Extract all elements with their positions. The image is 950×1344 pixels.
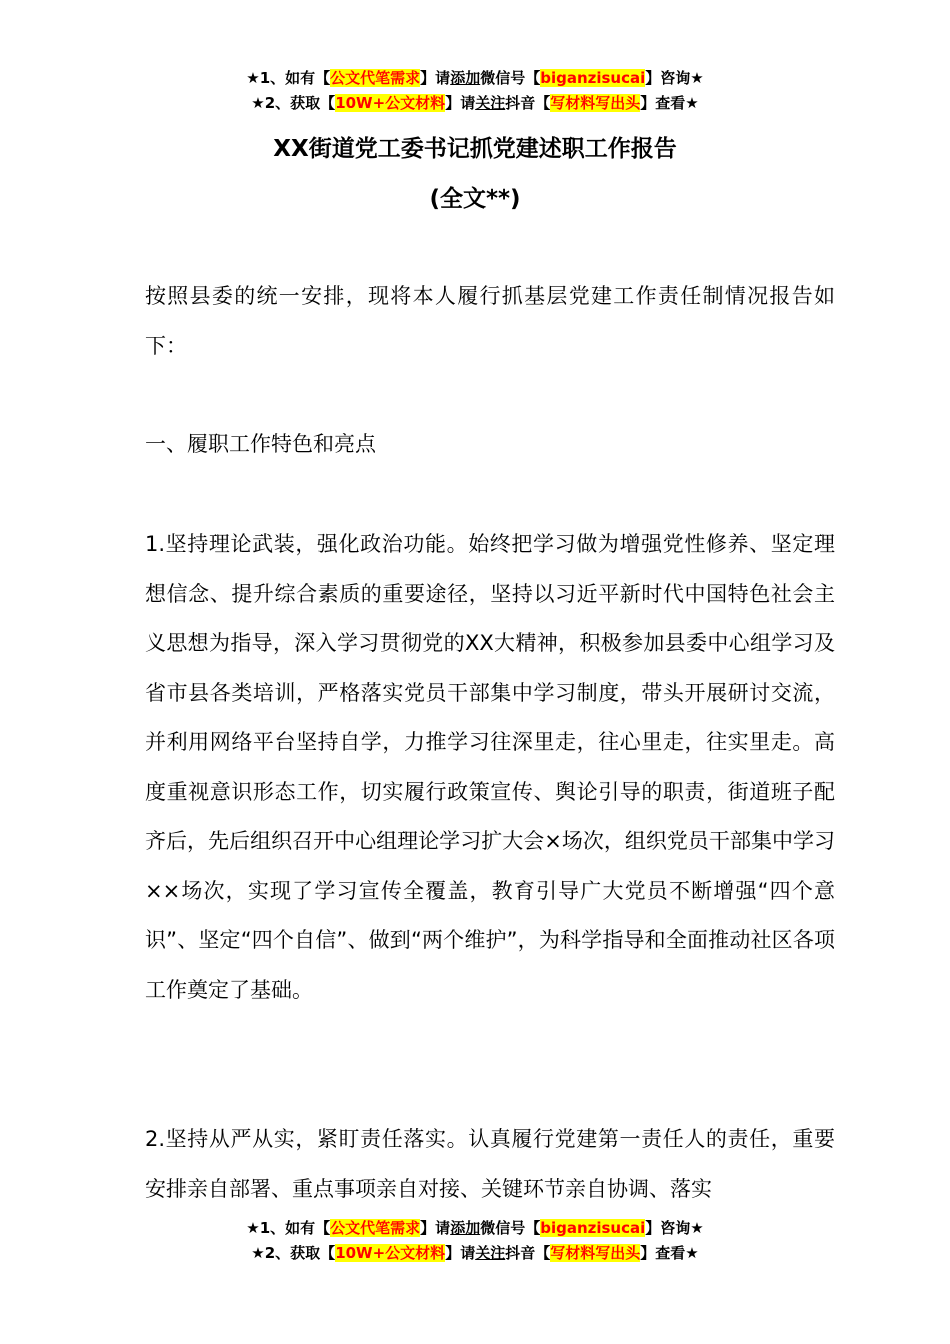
banner-text: 抖音【	[505, 94, 551, 112]
banner-text: ★2、获取【	[251, 94, 336, 112]
paragraph-2: 2.坚持从严从实，紧盯责任落实。认真履行党建第一责任人的责任，重要安排亲自部署、重点事项亲自对接、关键环节亲自协调、落实	[145, 1127, 835, 1201]
banner-text: 】咨询★	[645, 69, 704, 87]
banner-underline: 添加	[450, 1219, 481, 1237]
banner-line-2	[0, 91, 950, 116]
banner-text: 】查看★	[640, 94, 699, 112]
banner-highlight: 写材料写出头	[550, 1244, 641, 1262]
section-heading: 一、履职工作特色和亮点	[145, 432, 376, 456]
banner-highlight: biganzisucai	[540, 69, 646, 87]
top-banner	[0, 66, 950, 116]
banner-text: ★1、如有【	[246, 69, 331, 87]
banner-highlight: 写材料写出头	[550, 94, 641, 112]
banner-highlight: 10W+公文材料	[335, 94, 446, 112]
banner-text: 】请	[445, 1244, 476, 1262]
banner-text: 】请	[420, 69, 451, 87]
paragraph-1: 1.坚持理论武装，强化政治功能。始终把学习做为增强党性修养、坚定理想信念、提升综合素质的重要途径，坚持以习近平新时代中国特色社会主义思想为指导，深入学习贯彻党的XX大精神，积极参加县委中心组学习及省市县各类培训，严格落实党员干部集中学习制度，带头开展研讨交流，并利用网络平台坚持自学，力推学习往深里走，往心里走，往实里走。高度重视意识形态工作，切实履行政策宣传、舆论引导的职责，街道班子配齐后，先后组织召开中心组理论学习扩大会×场次，组织党员干部集中学习××场次，实现了学习宣传全覆盖，教育引导广大党员不断增强“四个意识”、坚定“四个自信”、做到“两个维护”，为科学指导和全面推动社区各项工作奠定了基础。	[145, 532, 835, 1002]
banner-underline: 添加	[450, 69, 481, 87]
bottom-banner	[0, 1216, 950, 1266]
banner-text: 】咨询★	[645, 1219, 704, 1237]
document-subtitle: (全文**)	[429, 186, 521, 212]
banner-text: 微信号【	[480, 69, 541, 87]
banner-text: 微信号【	[480, 1219, 541, 1237]
banner-highlight: 公文代笔需求	[330, 1219, 421, 1237]
document-title: XX街道党工委书记抓党建述职工作报告	[273, 136, 677, 162]
banner-underline: 关注	[475, 94, 506, 112]
banner-highlight: 公文代笔需求	[330, 69, 421, 87]
banner-text: 】查看★	[640, 1244, 699, 1262]
banner-line-1	[0, 1216, 950, 1241]
banner-underline: 关注	[475, 1244, 506, 1262]
banner-text: 】请	[420, 1219, 451, 1237]
banner-line-2	[0, 1241, 950, 1266]
banner-line-1	[0, 66, 950, 91]
banner-highlight: 10W+公文材料	[335, 1244, 446, 1262]
banner-text: ★1、如有【	[246, 1219, 331, 1237]
intro-paragraph: 按照县委的统一安排，现将本人履行抓基层党建工作责任制情况报告如下：	[145, 284, 835, 358]
banner-highlight: biganzisucai	[540, 1219, 646, 1237]
banner-text: 】请	[445, 94, 476, 112]
banner-text: ★2、获取【	[251, 1244, 336, 1262]
banner-text: 抖音【	[505, 1244, 551, 1262]
